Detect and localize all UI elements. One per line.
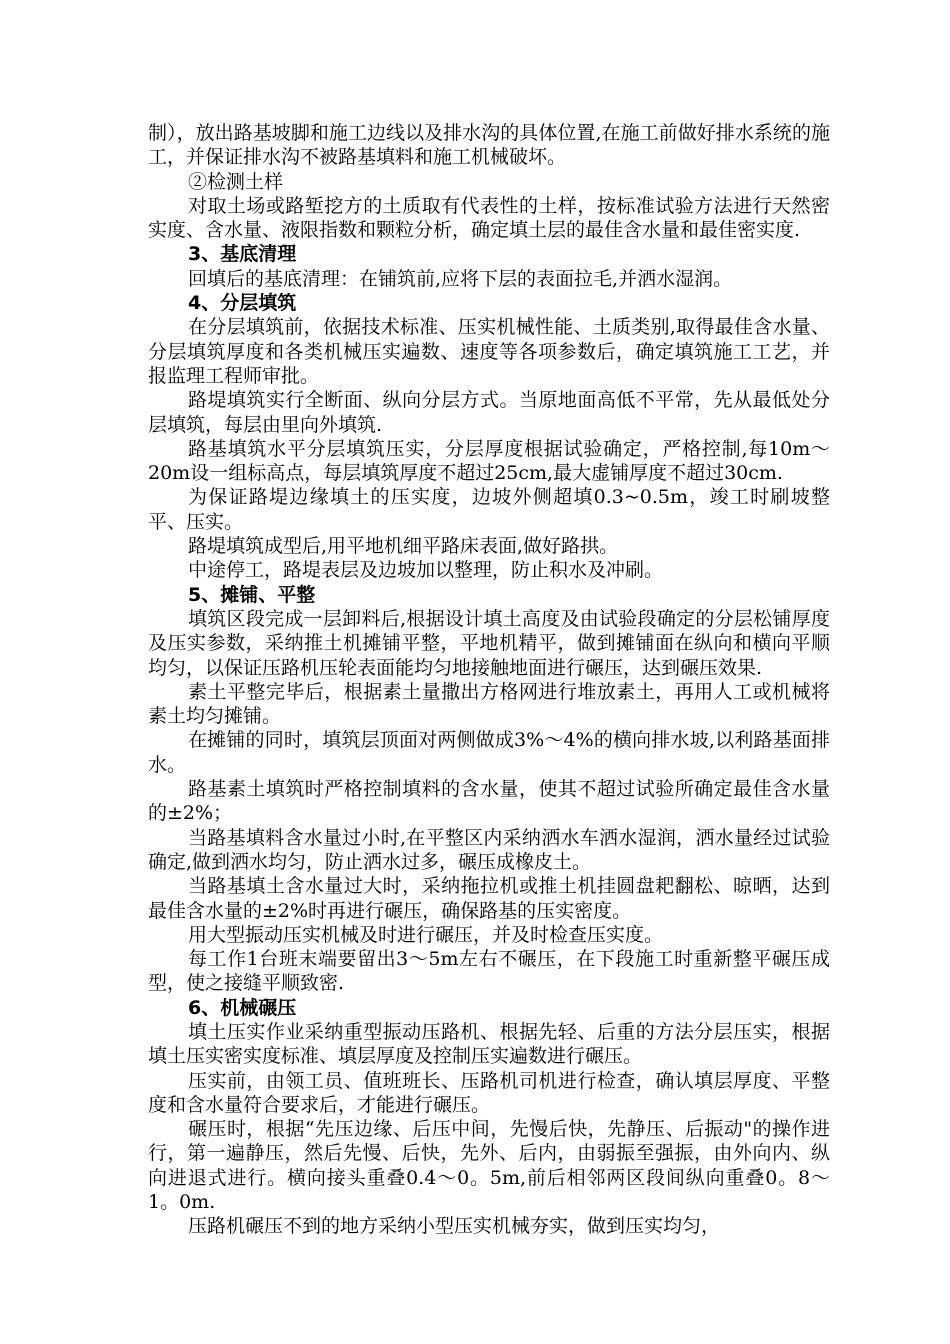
paragraph: ②检测土样 bbox=[188, 170, 284, 193]
paragraph: 对取土场或路堑挖方的土质取有代表性的土样，按标准试验方法进行天然密实度、含水量、液限指数和颗粒分析，确定填土层的最佳含水量和最佳密实度. bbox=[148, 194, 830, 242]
section-heading: 6、机械碾压 bbox=[188, 996, 297, 1019]
paragraph: 回填后的基底清理：在铺筑前,应将下层的表面拉毛,并洒水湿润。 bbox=[188, 267, 733, 290]
paragraph: 每工作1台班末端要留出3～5m左右不碾压，在下段施工时重新整平碾压成型，使之接缝平顺致密. bbox=[148, 948, 830, 995]
paragraph: 压路机碾压不到的地方采纳小型压实机械夯实，做到压实均匀， bbox=[188, 1215, 721, 1238]
paragraph: 素土平整完毕后，根据素土量撒出方格网进行堆放素土，再用人工或机械将素土均匀摊铺。 bbox=[148, 680, 830, 728]
paragraph: 填筑区段完成一层卸料后,根据设计填土高度及由试验段确定的分层松铺厚度及压实参数，采纳推土机摊铺平整，平地机精平，做到摊铺面在纵向和横向平顺均匀，以保证压路机压轮表面能均匀地接触地面进行碾压，达到碾压效果. bbox=[148, 607, 830, 679]
document-body bbox=[148, 121, 830, 1239]
paragraph: 压实前，由领工员、值班班长、压路机司机进行检查，确认填层厚度、平整度和含水量符合要求后，才能进行碾压。 bbox=[148, 1069, 830, 1116]
paragraph: 路基填筑水平分层填筑压实，分层厚度根据试验确定，严格控制,每10m～20m设一组标高点，每层填筑厚度不超过25cm,最大虚铺厚度不超过30cm. bbox=[148, 437, 830, 485]
paragraph: 制），放出路基坡脚和施工边线以及排水沟的具体位置,在施工前做好排水系统的施工，并保证排水沟不被路基填料和施工机械破坏。 bbox=[148, 122, 830, 169]
section-heading: 3、基底清理 bbox=[188, 243, 297, 266]
paragraph: 为保证路堤边缘填土的压实度，边坡外侧超填0.3~0.5m，竣工时刷坡整平、压实。 bbox=[148, 486, 830, 533]
paragraph: 路基素土填筑时严格控制填料的含水量，使其不超过试验所确定最佳含水量的±2%； bbox=[148, 778, 830, 825]
paragraph: 路堤填筑成型后,用平地机细平路床表面,做好路拱。 bbox=[188, 535, 619, 558]
section-heading: 4、分层填筑 bbox=[188, 292, 297, 315]
paragraph: 在分层填筑前，依据技术标准、压实机械性能、土质类别,取得最佳含水量、分层填筑厚度和各类机械压实遍数、速度等各项参数后，确定填筑施工工艺，并报监理工程师审批。 bbox=[148, 316, 830, 387]
paragraph: 路堤填筑实行全断面、纵向分层方式。当原地面高低不平常，先从最低处分层填筑，每层由里向外填筑. bbox=[148, 389, 830, 436]
paragraph: 中途停工，路堤表层及边坡加以整理，防止积水及冲刷。 bbox=[188, 559, 664, 582]
section-heading: 5、摊铺、平整 bbox=[188, 583, 316, 606]
paragraph: 用大型振动压实机械及时进行碾压，并及时检查压实度。 bbox=[188, 923, 664, 946]
paragraph: 碾压时，根据“先压边缘、后压中间，先慢后快，先静压、后振动"的操作进行，第一遍静压，然后先慢、后快，先外、后内，由弱振至强振，由外向内、纵向进退式进行。横向接头重叠0.4～0。5m,前后相邻两区段间纵向重叠0。8～1。0m. bbox=[148, 1118, 830, 1214]
paragraph: 在摊铺的同时，填筑层顶面对两侧做成3%～4%的横向排水坡,以利路基面排水。 bbox=[148, 729, 830, 776]
paragraph: 填土压实作业采纳重型振动压路机、根据先轻、后重的方法分层压实，根据填土压实密实度标准、填层厚度及控制压实遍数进行碾压。 bbox=[148, 1020, 830, 1068]
paragraph: 当路基填料含水量过小时,在平整区内采纳洒水车洒水湿润，洒水量经过试验确定,做到洒水均匀，防止洒水过多，碾压成橡皮土。 bbox=[148, 826, 830, 873]
paragraph: 当路基填土含水量过大时，采纳拖拉机或推土机挂圆盘耙翻松、晾晒，达到最佳含水量的±2%时再进行碾压，确保路基的压实密度。 bbox=[148, 875, 830, 922]
